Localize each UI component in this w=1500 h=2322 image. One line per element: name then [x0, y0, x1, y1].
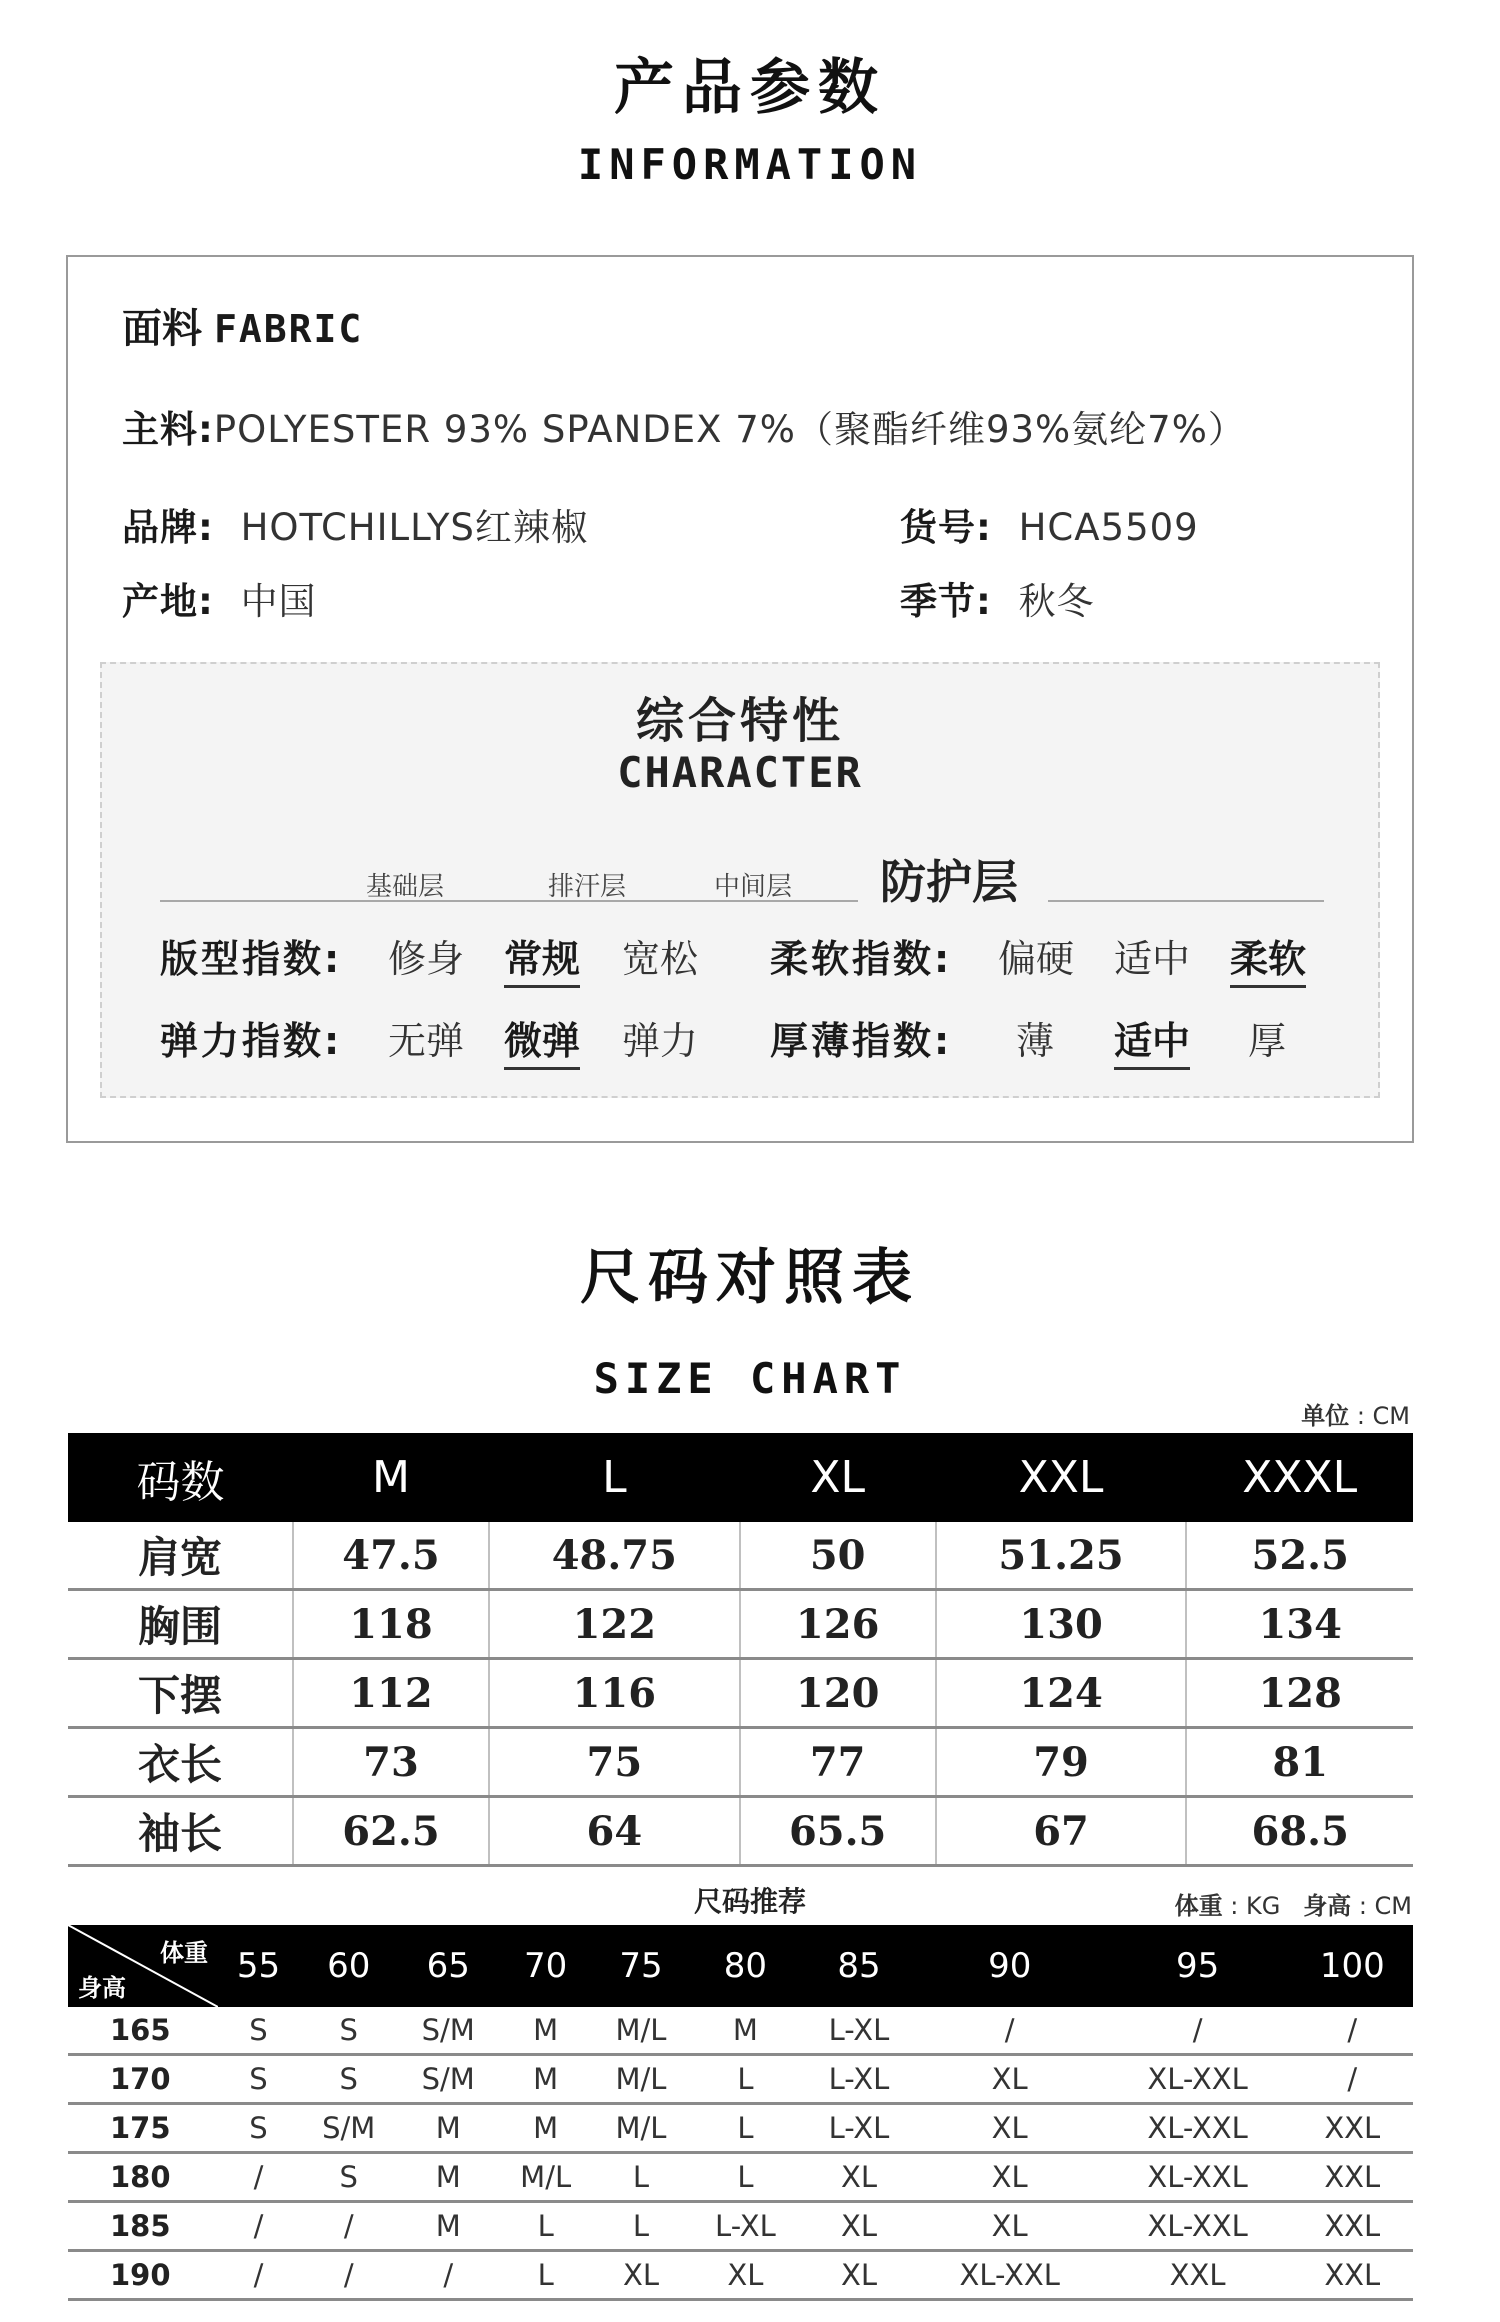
sku-value: HCA5509	[1018, 506, 1199, 549]
recommend-title: 尺码推荐	[693, 1885, 806, 1918]
recommend-cell: M/L	[593, 2104, 688, 2153]
recommend-cell: XL	[689, 2251, 803, 2300]
layer-line-right	[1048, 900, 1324, 902]
size-header-4: XXL	[936, 1433, 1187, 1522]
character-box	[100, 662, 1380, 1098]
size-header-label: 码数	[68, 1433, 293, 1522]
recommend-cell: XL	[916, 2055, 1104, 2104]
height-unit: CM	[1374, 1892, 1412, 1920]
info-title-cn: 产品参数	[614, 53, 886, 123]
weight-header: 75	[593, 1925, 688, 2007]
recommend-cell: S	[299, 2153, 399, 2202]
recommend-cell: S	[299, 2007, 399, 2055]
weight-header: 65	[398, 1925, 498, 2007]
recommend-row	[68, 2055, 1413, 2104]
height-label: 190	[68, 2251, 218, 2300]
size-row	[68, 1522, 1413, 1590]
elastic-option-none: 无弹	[388, 1019, 465, 1063]
corner-height: 身高	[78, 1974, 126, 2002]
corner-cell	[68, 1925, 218, 2007]
recommend-cell: /	[299, 2251, 399, 2300]
size-chart-table	[68, 1433, 1413, 1867]
recommend-cell: XXL	[1104, 2251, 1292, 2300]
recommend-row	[68, 2104, 1413, 2153]
weight-header: 70	[498, 1925, 593, 2007]
recommend-cell: M	[498, 2055, 593, 2104]
elastic-option-stretch: 弹力	[622, 1019, 699, 1063]
weight-header: 90	[916, 1925, 1104, 2007]
recommend-cell: XL-XXL	[1104, 2055, 1292, 2104]
origin-row	[122, 571, 317, 625]
recommend-cell: XL-XXL	[1104, 2202, 1292, 2251]
recommend-cell: S	[299, 2055, 399, 2104]
weight-header: 85	[802, 1925, 916, 2007]
elastic-index-label: 弹力指数:	[160, 1019, 343, 1063]
soft-option-soft-selected: 柔软	[1230, 928, 1306, 988]
origin-value: 中国	[240, 580, 317, 623]
height-label: 185	[68, 2202, 218, 2251]
recommend-cell: S/M	[299, 2104, 399, 2153]
recommend-cell: L-XL	[802, 2104, 916, 2153]
recommend-row	[68, 2202, 1413, 2251]
recommend-cell: /	[1104, 2007, 1292, 2055]
brand-value: HOTCHILLYS红辣椒	[240, 506, 589, 549]
size-row-label: 袖长	[68, 1797, 293, 1866]
main-material-label: 主料:	[122, 408, 214, 451]
weight-header: 80	[689, 1925, 803, 2007]
size-cell: 51.25	[936, 1522, 1187, 1590]
size-cell: 50	[740, 1522, 936, 1590]
fit-option-regular-selected: 常规	[504, 928, 580, 988]
weight-header: 100	[1292, 1925, 1413, 2007]
size-cell: 64	[489, 1797, 740, 1866]
recommend-cell: L	[689, 2055, 803, 2104]
fabric-heading	[122, 297, 363, 354]
recommend-cell: S/M	[398, 2007, 498, 2055]
soft-option-medium: 适中	[1114, 937, 1191, 981]
season-label: 季节:	[900, 580, 992, 623]
recommend-cell: M	[689, 2007, 803, 2055]
recommend-cell: XL-XXL	[1104, 2153, 1292, 2202]
height-label: 180	[68, 2153, 218, 2202]
size-row-label: 下摆	[68, 1659, 293, 1728]
height-label: 165	[68, 2007, 218, 2055]
recommend-row	[68, 2007, 1413, 2055]
recommend-cell: S	[218, 2007, 299, 2055]
recommend-cell: /	[398, 2251, 498, 2300]
size-cell: 118	[293, 1590, 489, 1659]
recommend-row	[68, 2153, 1413, 2202]
size-chart-title-cn: 尺码对照表	[580, 1243, 920, 1313]
recommend-cell: L	[689, 2104, 803, 2153]
recommend-cell: M/L	[593, 2007, 688, 2055]
size-cell: 120	[740, 1659, 936, 1728]
recommend-header-row	[68, 1925, 1413, 2007]
size-chart-title-en: SIZE CHART	[593, 1354, 907, 1403]
brand-row	[122, 497, 589, 551]
layer-protect-active: 防护层	[880, 855, 1018, 909]
height-label: 175	[68, 2104, 218, 2153]
layer-sweat: 排汗层	[548, 872, 627, 902]
size-recommendation-table	[68, 1925, 1413, 2301]
weight-header: 95	[1104, 1925, 1292, 2007]
size-cell: 124	[936, 1659, 1187, 1728]
size-cell: 73	[293, 1728, 489, 1797]
size-cell: 128	[1186, 1659, 1413, 1728]
recommend-units: 体重 : KG 身高 : CM	[1174, 1892, 1412, 1920]
recommend-cell: XXL	[1292, 2251, 1413, 2300]
recommend-cell: XL	[916, 2104, 1104, 2153]
main-material-row	[122, 399, 1246, 453]
size-cell: 65.5	[740, 1797, 936, 1866]
recommend-cell: XL	[802, 2251, 916, 2300]
recommend-cell: XXL	[1292, 2104, 1413, 2153]
size-header-3: XL	[740, 1433, 936, 1522]
recommend-cell: M	[398, 2104, 498, 2153]
recommend-cell: M/L	[498, 2153, 593, 2202]
product-info-box	[66, 255, 1414, 1143]
origin-label: 产地:	[122, 580, 214, 623]
recommend-cell: L	[689, 2153, 803, 2202]
height-label: 170	[68, 2055, 218, 2104]
weight-header: 55	[218, 1925, 299, 2007]
recommend-cell: /	[916, 2007, 1104, 2055]
recommend-cell: /	[218, 2153, 299, 2202]
recommend-cell: L	[498, 2202, 593, 2251]
recommend-cell: L-XL	[802, 2055, 916, 2104]
size-cell: 112	[293, 1659, 489, 1728]
weight-unit: KG	[1245, 1892, 1281, 1920]
elastic-option-slight-selected: 微弹	[504, 1010, 580, 1070]
recommend-cell: XL	[916, 2202, 1104, 2251]
recommend-cell: L-XL	[802, 2007, 916, 2055]
soft-index-label: 柔软指数:	[770, 937, 953, 981]
size-cell: 77	[740, 1728, 936, 1797]
size-row	[68, 1728, 1413, 1797]
soft-option-hard: 偏硬	[998, 937, 1075, 981]
recommend-cell: M	[498, 2104, 593, 2153]
size-row	[68, 1797, 1413, 1866]
thick-option-thick: 厚	[1248, 1019, 1287, 1063]
main-material-value: POLYESTER 93% SPANDEX 7%（聚酯纤维93%氨纶7%）	[213, 408, 1246, 451]
fabric-heading-en: FABRIC	[214, 307, 364, 351]
size-cell: 116	[489, 1659, 740, 1728]
size-row-label: 胸围	[68, 1590, 293, 1659]
thick-index-label: 厚薄指数:	[770, 1019, 953, 1063]
recommend-cell: /	[1292, 2007, 1413, 2055]
recommend-cell: S	[218, 2055, 299, 2104]
layer-middle: 中间层	[714, 872, 793, 902]
recommend-cell: XXL	[1292, 2153, 1413, 2202]
recommend-cell: XL	[802, 2202, 916, 2251]
size-cell: 81	[1186, 1728, 1413, 1797]
size-cell: 122	[489, 1590, 740, 1659]
size-cell: 62.5	[293, 1797, 489, 1866]
recommend-cell: M	[498, 2007, 593, 2055]
size-row-label: 衣长	[68, 1728, 293, 1797]
size-unit: 单位 : CM	[1301, 1402, 1410, 1430]
size-row	[68, 1659, 1413, 1728]
size-header-1: M	[293, 1433, 489, 1522]
recommend-cell: M	[398, 2202, 498, 2251]
size-cell: 68.5	[1186, 1797, 1413, 1866]
size-cell: 126	[740, 1590, 936, 1659]
recommend-cell: XL-XXL	[916, 2251, 1104, 2300]
sku-label: 货号:	[900, 506, 992, 549]
size-cell: 75	[489, 1728, 740, 1797]
size-header-2: L	[489, 1433, 740, 1522]
recommend-cell: /	[1292, 2055, 1413, 2104]
season-value: 秋冬	[1018, 580, 1095, 623]
recommend-cell: /	[299, 2202, 399, 2251]
recommend-cell: XL	[593, 2251, 688, 2300]
sku-row	[900, 497, 1199, 551]
thick-option-medium-selected: 适中	[1114, 1010, 1190, 1070]
size-cell: 130	[936, 1590, 1187, 1659]
character-title-en: CHARACTER	[617, 748, 863, 797]
recommend-cell: L-XL	[689, 2202, 803, 2251]
brand-label: 品牌:	[122, 506, 214, 549]
fit-option-slim: 修身	[388, 937, 465, 981]
recommend-cell: XL-XXL	[1104, 2104, 1292, 2153]
size-cell: 79	[936, 1728, 1187, 1797]
recommend-cell: XXL	[1292, 2202, 1413, 2251]
fit-option-loose: 宽松	[622, 937, 699, 981]
size-cell: 134	[1186, 1590, 1413, 1659]
fit-index-label: 版型指数:	[160, 937, 343, 981]
info-title-en: INFORMATION	[577, 140, 923, 189]
size-header-5: XXXL	[1186, 1433, 1413, 1522]
size-cell: 67	[936, 1797, 1187, 1866]
recommend-cell: XL	[916, 2153, 1104, 2202]
recommend-cell: L	[593, 2153, 688, 2202]
recommend-cell: XL	[802, 2153, 916, 2202]
recommend-cell: L	[498, 2251, 593, 2300]
recommend-cell: M	[398, 2153, 498, 2202]
size-unit-value: CM	[1372, 1402, 1410, 1430]
recommend-cell: /	[218, 2202, 299, 2251]
recommend-cell: S/M	[398, 2055, 498, 2104]
weight-header: 60	[299, 1925, 399, 2007]
size-header-row	[68, 1433, 1413, 1522]
size-cell: 48.75	[489, 1522, 740, 1590]
character-title-cn: 综合特性	[635, 693, 844, 749]
size-row	[68, 1590, 1413, 1659]
layer-base: 基础层	[366, 872, 445, 902]
thick-option-thin: 薄	[1016, 1019, 1055, 1063]
recommend-cell: M/L	[593, 2055, 688, 2104]
size-cell: 47.5	[293, 1522, 489, 1590]
size-row-label: 肩宽	[68, 1522, 293, 1590]
recommend-cell: L	[593, 2202, 688, 2251]
recommend-cell: /	[218, 2251, 299, 2300]
size-cell: 52.5	[1186, 1522, 1413, 1590]
recommend-cell: S	[218, 2104, 299, 2153]
weight-unit-label: 体重	[1174, 1892, 1223, 1920]
fabric-heading-cn: 面料	[122, 306, 202, 352]
season-row	[900, 571, 1095, 625]
corner-weight: 体重	[160, 1939, 208, 1967]
height-unit-label: 身高	[1303, 1892, 1352, 1920]
recommend-row	[68, 2251, 1413, 2300]
size-unit-label: 单位	[1301, 1402, 1350, 1430]
